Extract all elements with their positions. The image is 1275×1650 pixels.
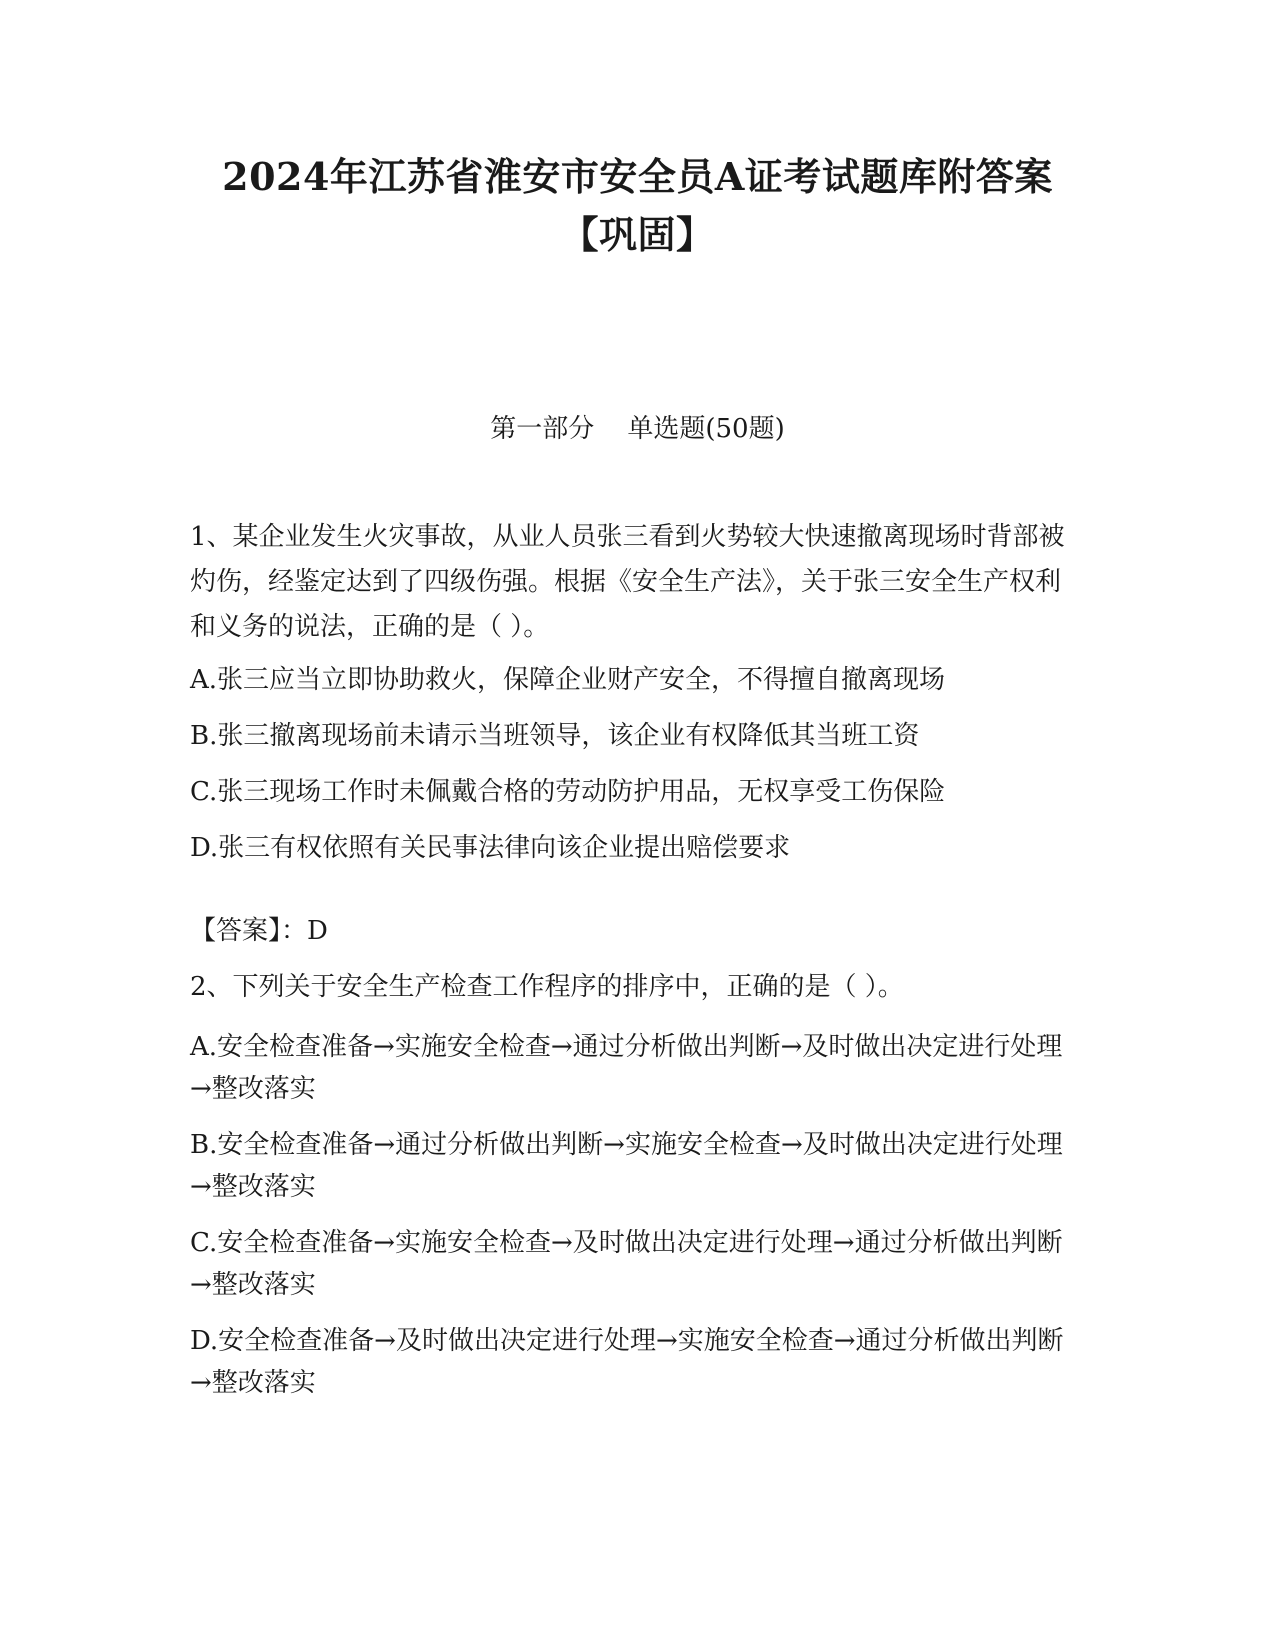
title-line-1: 2024年江苏省淮安市安全员A证考试题库附答案 bbox=[222, 154, 1053, 199]
option-b: B.安全检查准备→通过分析做出判断→实施安全检查→及时做出决定进行处理→整改落实 bbox=[190, 1130, 1063, 1202]
option-c: C.张三现场工作时未佩戴合格的劳动防护用品，无权享受工伤保险 bbox=[190, 777, 946, 807]
option-c: C.安全检查准备→实施安全检查→及时做出决定进行处理→通过分析做出判断→整改落实 bbox=[190, 1228, 1063, 1300]
question-2 bbox=[190, 965, 1080, 1404]
question-stem: 2、下列关于安全生产检查工作程序的排序中，正确的是（ ）。 bbox=[190, 972, 904, 1002]
answer-text: 【答案】：D bbox=[190, 916, 328, 946]
option-a: A.安全检查准备→实施安全检查→通过分析做出判断→及时做出决定进行处理→整改落实 bbox=[190, 1032, 1063, 1104]
document-title bbox=[150, 148, 1125, 264]
question-1 bbox=[190, 515, 1080, 951]
option-d: D.张三有权依照有关民事法律向该企业提出赔偿要求 bbox=[190, 833, 791, 863]
option-d: D.安全检查准备→及时做出决定进行处理→实施安全检查→通过分析做出判断→整改落实 bbox=[190, 1326, 1064, 1398]
question-stem: 1、某企业发生火灾事故，从业人员张三看到火势较大快速撤离现场时背部被灼伤，经鉴定达到了四级伤强。根据《安全生产法》，关于张三安全生产权利和义务的说法，正确的是（ ）。 bbox=[190, 522, 1065, 642]
option-a: A.张三应当立即协助救火，保障企业财产安全，不得擅自撤离现场 bbox=[190, 665, 946, 695]
question-list bbox=[190, 515, 1080, 1418]
section-heading: 第一部分 单选题(50题) bbox=[490, 414, 785, 444]
option-b: B.张三撤离现场前未请示当班领导，该企业有权降低其当班工资 bbox=[190, 721, 920, 751]
title-line-2: 【巩固】 bbox=[560, 212, 715, 257]
